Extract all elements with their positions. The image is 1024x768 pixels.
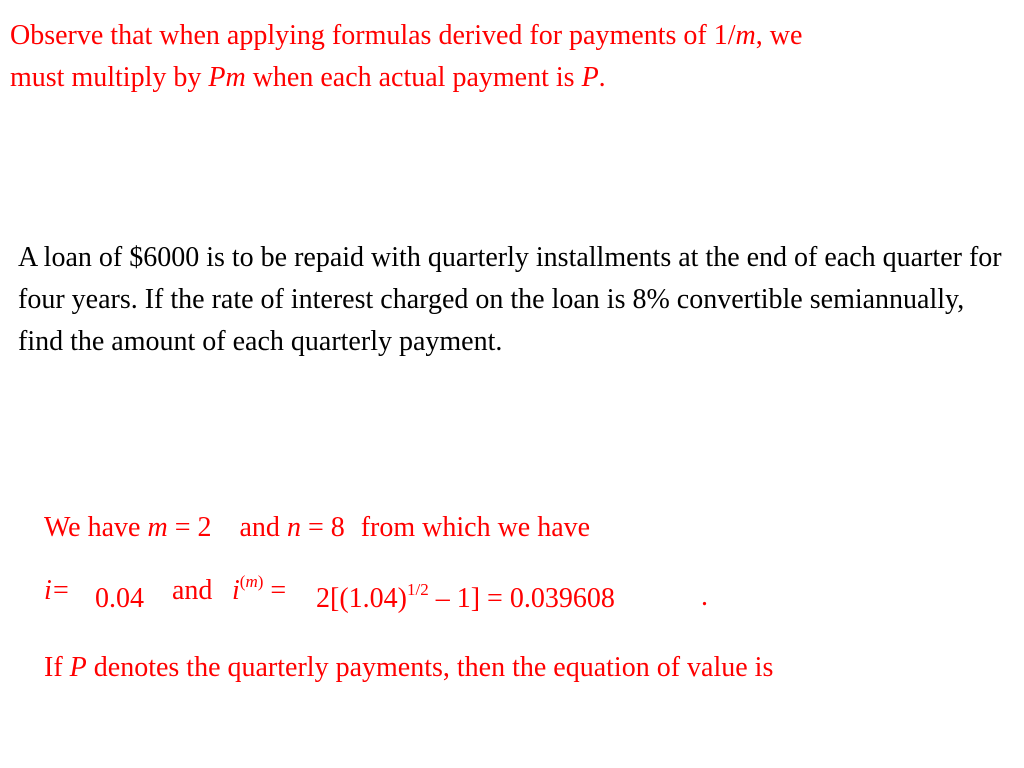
expr-part-a: 2[(1.04) — [316, 583, 407, 614]
sup-var-m: m — [245, 571, 258, 591]
note-var-m: m — [735, 20, 756, 51]
note-text-3: must multiply by — [10, 62, 209, 93]
solution-i-m-equals: = — [263, 575, 287, 606]
solution-period: . — [701, 581, 708, 612]
solution-var-m: m — [147, 512, 168, 543]
solution-var-n: n — [286, 512, 301, 543]
expr-part-b: – 1] = 0.039608 — [428, 583, 615, 614]
solution-from: from which we have — [360, 512, 591, 543]
solution-var-p: P — [69, 652, 87, 683]
solution-if: If — [44, 652, 70, 683]
formula-note — [10, 15, 802, 99]
solution-eq-n: = 8 — [300, 512, 345, 543]
expr-exponent: 1/2 — [406, 579, 429, 599]
note-text-5: . — [598, 62, 606, 93]
note-text-1: Observe that when applying formulas derived for payments of 1/ — [10, 20, 736, 51]
solution-i-m-expression — [316, 578, 615, 620]
solution-i-m-superscript — [240, 572, 264, 591]
solution-i-m — [232, 570, 286, 612]
problem-statement: A loan of $6000 is to be repaid with quarterly installments at the end of each quarter for four years. If the rate of interest charged on the loan is 8% convertible semiannually, find the amount of each quarterly payment. — [18, 242, 1002, 357]
solution-p-rest: denotes the quarterly payments, then the equation of value is — [86, 652, 774, 683]
solution-we-have: We have — [44, 512, 148, 543]
sup-paren-open: ( — [239, 571, 246, 591]
note-var-pm: Pm — [208, 62, 246, 93]
solution-eq-m: = 2 — [167, 512, 212, 543]
solution-line-1 — [44, 507, 590, 549]
solution-and: and — [239, 512, 287, 543]
sup-paren-close: ) — [257, 571, 264, 591]
solution-i-equals: = — [53, 575, 69, 606]
note-text-2: , we — [755, 20, 803, 51]
solution-var-i-m: i — [232, 575, 240, 606]
note-var-p: P — [581, 62, 599, 93]
solution-line-2 — [44, 570, 744, 612]
solution-i-value: 0.04 — [95, 583, 144, 614]
note-text-4: when each actual payment is — [245, 62, 582, 93]
formula-note-line-2 — [10, 57, 802, 99]
solution-and-2: and — [172, 575, 213, 606]
formula-note-line-1 — [10, 15, 802, 57]
solution-line-3 — [44, 647, 773, 689]
solution-var-i: i — [44, 575, 52, 606]
